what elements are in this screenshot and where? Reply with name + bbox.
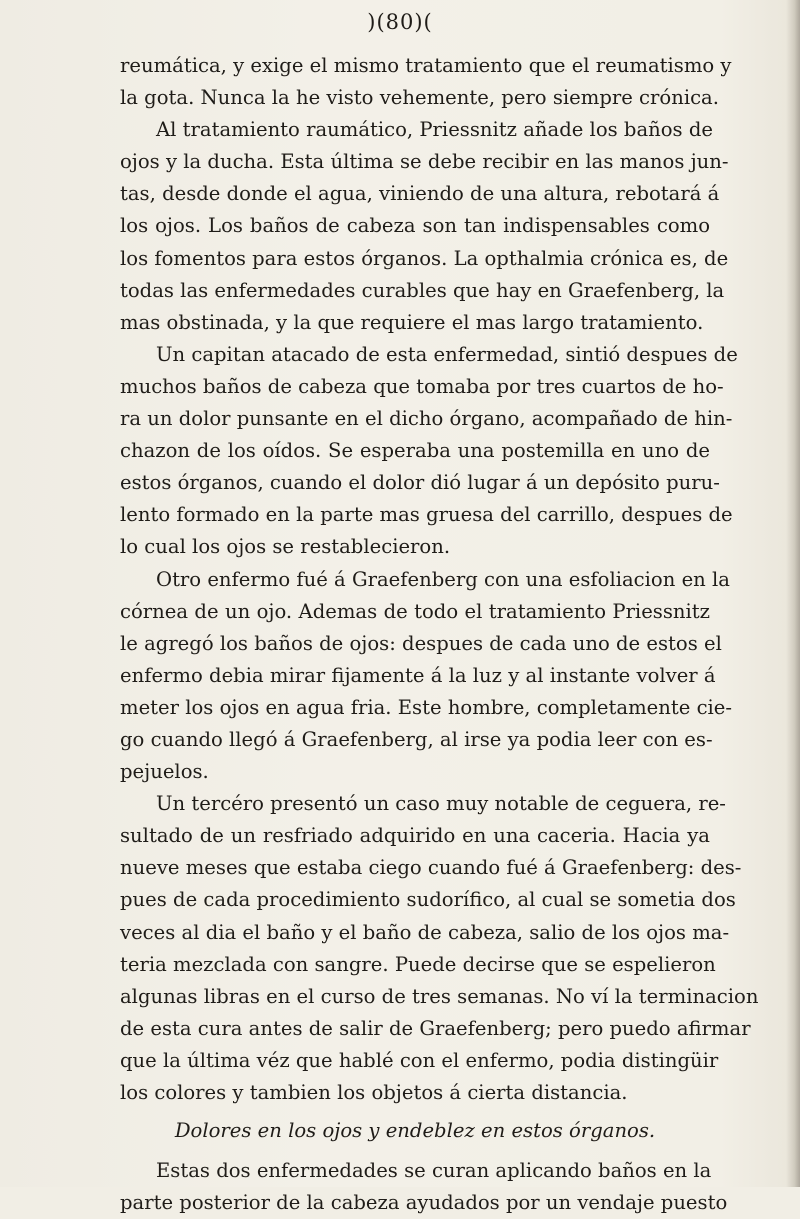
paragraph (120, 339, 738, 564)
paragraph (120, 564, 733, 789)
text-line: parte posterior de la cabeza ayudados por un vendaje puesto (120, 1191, 728, 1215)
text-line: Un capitan atacado de esta enfermedad, sintió despues de (156, 342, 738, 366)
text-line: meter los ojos en agua fria. Este hombre, completamente cie- (120, 695, 733, 719)
text-line: Estas dos enfermedades se curan aplicando baños en la (156, 1159, 712, 1183)
text-line: estos órganos, cuando el dolor dió lugar á un depósito puru- (120, 471, 720, 495)
page-edge-shadow (786, 0, 800, 1187)
text-line: de esta cura antes de salir de Graefenberg; pero puedo afirmar (120, 1016, 751, 1040)
text-line: go cuando llegó á Graefenberg, al irse ya podia leer con es- (120, 727, 713, 751)
text-line: reumática, y exige el mismo tratamiento que el reumatismo y (120, 54, 732, 77)
text-line: Al tratamiento raumático, Priessnitz añade los baños de (156, 118, 713, 142)
text-line: la gota. Nunca la he visto vehemente, pero siempre crónica. (120, 86, 719, 110)
text-line: los fomentos para estos órganos. La opthalmia crónica es, de (120, 246, 729, 270)
text-line: le agregó los baños de ojos: despues de cada uno de estos el (120, 631, 722, 655)
text-line: Otro enfermo fué á Graefenberg con una esfoliacion en la (156, 567, 730, 591)
section-heading: Dolores en los ojos y endeblez en estos órganos. (174, 1119, 656, 1143)
text-line: Un tercéro presentó un caso muy notable de ceguera, re- (156, 792, 726, 816)
text-line: muchos baños de cabeza que tomaba por tres cuartos de ho- (120, 374, 724, 398)
paragraph (120, 114, 729, 339)
paragraph (120, 50, 732, 114)
text-line: enfermo debia mirar fijamente á la luz y al instante volver á (120, 663, 716, 687)
text-line: los colores y tambien los objetos á cierta distancia. (120, 1081, 628, 1104)
text-line: los ojos. Los baños de cabeza son tan indispensables como (120, 214, 710, 238)
text-line: que la última véz que hablé con el enfermo, podia distingüir (120, 1048, 719, 1072)
text-line: lo cual los ojos se restablecieron. (120, 535, 451, 559)
text-line: mas obstinada, y la que requiere el mas largo tratamiento. (120, 310, 704, 334)
text-line: teria mezclada con sangre. Puede decirse que se espelieron (120, 952, 716, 976)
text-line: veces al dia el baño y el baño de cabeza, salio de los ojos ma- (120, 920, 730, 944)
text-line: ojos y la ducha. Esta última se debe recibir en las manos jun- (120, 150, 729, 174)
text-line: lento formado en la parte mas gruesa del carrillo, despues de (120, 503, 733, 527)
text-line: tas, desde donde el agua, viniendo de una altura, rebotará á (120, 182, 720, 206)
text-line: pejuelos. (120, 760, 209, 784)
body-text (120, 50, 759, 1219)
text-line: chazon de los oídos. Se esperaba una postemilla en uno de (120, 439, 710, 463)
text-line: pues de cada procedimiento sudorífico, al cual se sometia dos (120, 888, 736, 912)
page-number-header: )(80)( (367, 10, 433, 34)
paragraph (120, 1155, 728, 1219)
text-line: nueve meses que estaba ciego cuando fué á Graefenberg: des- (120, 856, 742, 880)
text-line: todas las enfermedades curables que hay en Graefenberg, la (120, 278, 725, 302)
text-line: algunas libras en el curso de tres semanas. No ví la terminacion (120, 984, 759, 1008)
paragraph (120, 788, 759, 1109)
text-line: sultado de un resfriado adquirido en una caceria. Hacia ya (120, 824, 710, 848)
text-line: ra un dolor punsante en el dicho órgano, acompañado de hin- (120, 407, 733, 431)
text-line: córnea de un ojo. Ademas de todo el tratamiento Priessnitz (120, 599, 710, 623)
